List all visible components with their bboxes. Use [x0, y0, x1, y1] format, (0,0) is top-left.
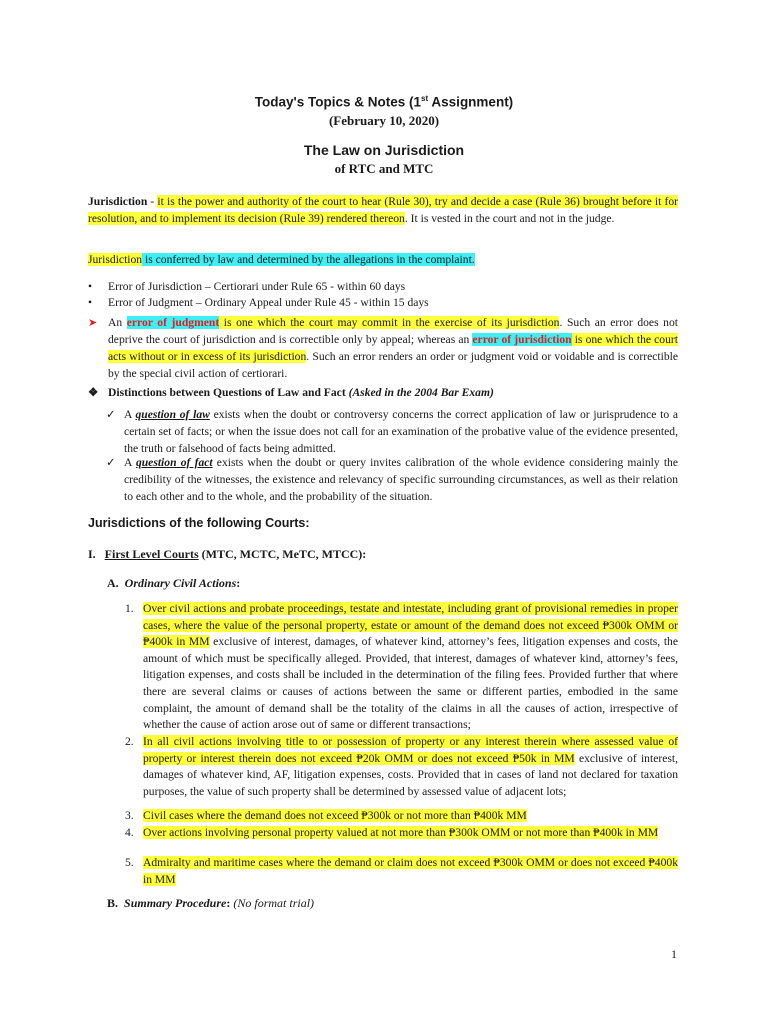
definition-rest: . It is vested in the court and not in the judge.: [404, 212, 615, 225]
courts-heading: Jurisdictions of the following Courts:: [88, 516, 310, 530]
law-subtitle: of RTC and MTC: [334, 161, 434, 176]
section-b-colon: :: [226, 896, 234, 910]
item-highlight: Civil cases where the demand does not exceed ₱300k or not more than ₱400k MM: [143, 809, 527, 822]
definition-term: Jurisdiction: [88, 195, 148, 208]
distinctions-note: (Asked in the 2004 Bar Exam): [348, 386, 494, 399]
item-number: 1.: [125, 602, 134, 615]
section-b-note: (No format trial): [233, 896, 315, 910]
definition-paragraph: [88, 193, 678, 227]
page-number: 1: [671, 947, 677, 961]
first-level-heading: [88, 547, 366, 562]
roman-numeral: I.: [88, 547, 96, 561]
error-note-part: An: [108, 316, 127, 329]
question-of-fact-term: question of fact: [135, 456, 213, 469]
item-body: [143, 808, 678, 825]
item-rest: exclusive of interest, damages of whatever kind, AF, litigation expenses, costs. Provided that in cases of land not declared for taxation purposes, the value of such property shall be determined by assessed value of adjacent lots;: [143, 751, 678, 798]
question-of-law-term: question of law: [135, 408, 210, 421]
checkmark-icon: ✓: [106, 408, 116, 421]
conferred-highlight: is conferred by law and determined by the allegations in the complaint.: [142, 253, 475, 266]
bullet-icon: •: [88, 280, 93, 293]
item-body: [143, 734, 678, 800]
bullet-icon: •: [88, 296, 93, 309]
checkmark-icon: ✓: [106, 456, 116, 469]
distinctions-heading-text: [108, 384, 494, 401]
item-prefix: A: [124, 456, 136, 469]
date-line: (February 10, 2020): [328, 113, 440, 128]
item-number: 3.: [125, 809, 134, 822]
item-highlight: Over actions involving personal property valued at not more than ₱300k OMM or not more than ₱400k in MM: [143, 826, 659, 839]
first-level-rest: (MTC, MCTC, MeTC, MTCC):: [198, 547, 367, 561]
question-of-fact-text: [124, 454, 678, 505]
diamond-bullet-icon: ❖: [88, 386, 99, 399]
section-a-heading: [107, 576, 240, 591]
item-body: [143, 855, 678, 888]
arrow-icon: ➤: [88, 317, 98, 329]
item-body: [143, 825, 678, 842]
item-body: exists when the doubt or query invites calibration of the whole evidence considering mainly the credibility of the witnesses, the existence and relevancy of specific surrounding circumstances, as well as their relation to each other and to the whole, and the probability of the situation.: [124, 456, 678, 503]
definition-dash: -: [147, 195, 158, 208]
distinctions-title: Distinctions between Questions of Law and Fact: [108, 386, 349, 399]
question-of-law-text: [124, 406, 678, 457]
item-body: [143, 601, 678, 734]
error-of-jurisdiction-term: error of jurisdiction: [472, 333, 572, 346]
law-title: The Law on Jurisdiction: [303, 142, 465, 158]
bullet-text: Error of Jurisdiction – Certiorari under Rule 65 - within 60 days: [108, 280, 406, 293]
item-highlight: In all civil actions involving title to or possession of property or any interest therein where assessed value of property or interest therein does not exceed ₱20k OMM or does not exceed ₱50k in MM: [143, 735, 678, 765]
item-number: 5.: [125, 856, 134, 869]
first-level-label: First Level Courts: [104, 547, 199, 561]
error-note-highlight: is one which the court may commit in the exercise of its jurisdiction: [219, 316, 560, 329]
title-text: Today's Topics & Notes (1: [254, 94, 422, 110]
page-title: [0, 94, 768, 110]
item-prefix: A: [124, 408, 136, 421]
section-letter: A.: [107, 576, 119, 590]
item-rest: exclusive of interest, damages, of whatever kind, attorney’s fees, litigation expenses and costs, the amount of which must be specifically alleged. Provided, that interest, damages of whatever kind, attorney’s fees, litigation expenses, and costs shall be included in the determination of the filing fees. Provided further that where there are several claims or causes of actions between the same or different parties, embodied in the same complaint, the amount of demand shall be the totality of the claims in all the causes of action, irrespective of whether the cause of action arose out of same or different transactions;: [143, 635, 678, 732]
item-body: exists when the doubt or controversy concerns the correct application of law or jurisprudence to a certain set of facts; or when the issue does not call for an examination of the probative value of the evidence presented, the truth or falsehood of facts being admitted.: [124, 408, 679, 455]
error-of-judgment-term: error of judgment: [126, 316, 220, 329]
bullet-text: Error of Judgment – Ordinary Appeal under Rule 45 - within 15 days: [108, 296, 429, 309]
section-a-label: Ordinary Civil Actions: [124, 576, 237, 590]
section-b-label: Summary Procedure: [124, 896, 227, 910]
error-note-part: . Such an error renders an order or judgment void or voidable and is correctible by the special civil action of certiorari.: [108, 350, 678, 380]
conferred-term: Jurisdiction: [88, 253, 143, 266]
title-suffix: Assignment): [428, 94, 514, 110]
item-highlight: Admiralty and maritime cases where the demand or claim does not exceed ₱300k OMM or does not exceed ₱400k in MM: [143, 856, 678, 886]
item-number: 2.: [125, 735, 134, 748]
item-highlight: Over civil actions and probate proceedings, testate and intestate, including grant of provisional remedies in proper cases, where the value of the personal property, estate or amount of the demand does not exceed ₱300k OMM or ₱400k in MM: [143, 602, 678, 649]
definition-highlight: it is the power and authority of the court to hear (Rule 30), try and decide a case (Rule 36) brought before it for resolution, and to implement its decision (Rule 39) rendered thereon: [88, 195, 678, 225]
item-number: 4.: [125, 826, 134, 839]
section-a-colon: :: [236, 576, 241, 590]
error-note-text: [108, 314, 678, 382]
error-note-part: . Such an error does not deprive the court of jurisdiction and is correctible only by appeal; whereas an: [108, 316, 678, 346]
section-letter: B.: [107, 896, 119, 910]
conferred-paragraph: [88, 251, 678, 268]
section-b-heading: [107, 896, 314, 911]
title-superscript: st: [421, 94, 429, 103]
error-note-highlight: is one which the court acts without or in excess of its jurisdiction: [108, 333, 678, 363]
